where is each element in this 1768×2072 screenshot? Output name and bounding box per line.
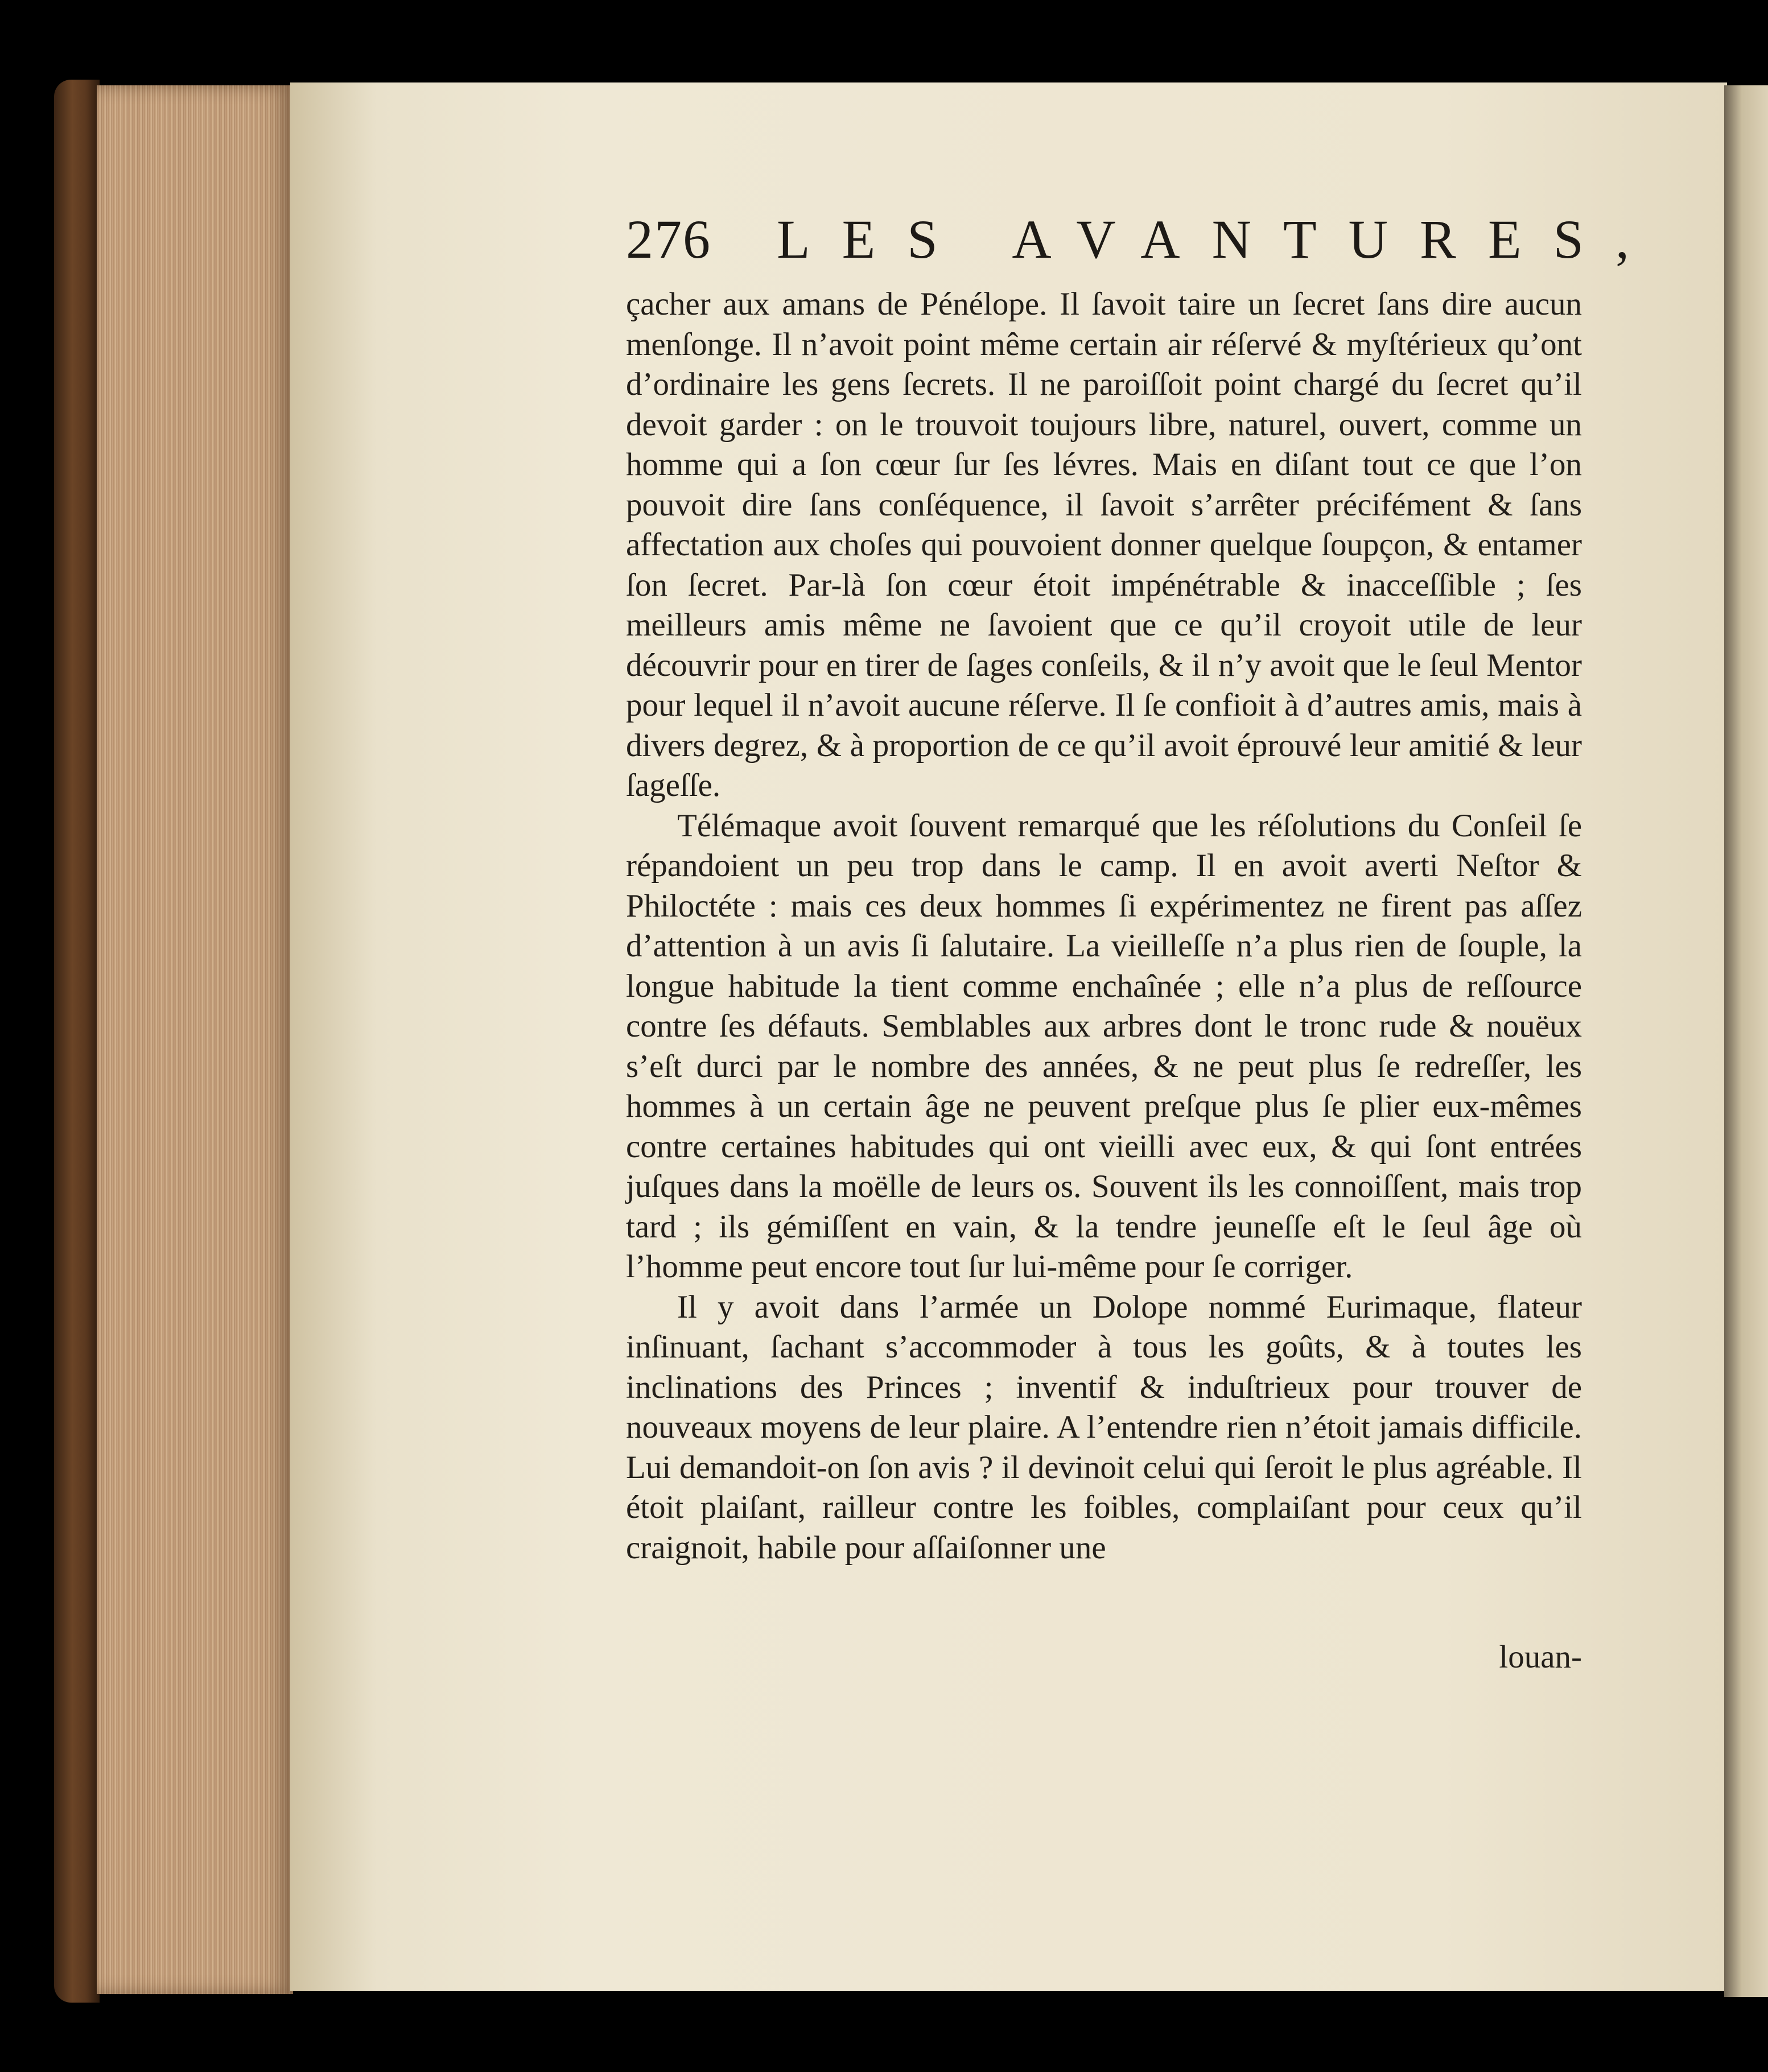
paragraph-2: Télémaque avoit ſouvent remarqué que les réſolutions du Conſeil ſe répandoient un peu trop dans le camp. Il en avoit averti Neſtor & Philoctéte : mais ces deux hommes ſi expérimentez ne firent pas aſſez d’attention à un avis ſi ſalutaire. La vieilleſſe n’a plus rien de ſouple, la longue habitude la tient comme enchaînée ; elle n’a plus de reſſource contre ſes défauts. Semblables aux arbres dont le tronc rude & nouëux s’eſt durci par le nombre des années, & ne peut plus ſe redreſſer, les hommes à un certain âge ne peuvent preſque plus ſe plier eux-mêmes contre certaines habitudes qui ont vieilli avec eux, & qui ſont entrées juſques dans la moëlle de leurs os. Souvent ils les connoiſſent, mais trop tard ; ils gémiſſent en vain, & la tendre jeuneſſe eſt le ſeul âge où l’homme peut encore tout ſur lui-même pour ſe corriger.: [626, 807, 1582, 1285]
paragraph-1: çacher aux amans de Pénélope. Il ſavoit taire un ſecret ſans dire aucun menſonge. Il n’avoit point même certain air réſervé & myſtérieux qu’ont d’ordinaire les gens ſecrets. Il ne paroiſſoit point chargé du ſecret qu’il devoit garder : on le trouvoit toujours libre, naturel, ouvert, comme un homme qui a ſon cœur ſur ſes lévres. Mais en diſant tout ce que l’on pouvoit dire ſans conſéquence, il ſavoit s’arrêter précifément & ſans affectation aux choſes qui pouvoient donner quelque ſoupçon, & entamer ſon ſecret. Par-là ſon cœur étoit impénétrable & inacceſſible ; ſes meilleurs amis même ne ſavoient que ce qu’il croyoit utile de leur découvrir pour en tirer de ſages conſeils, & il n’y avoit que le ſeul Mentor pour lequel il n’avoit aucune réſerve. Il ſe confioit à d’autres amis, mais à divers degrez, & à proportion de ce qu’il avoit éprouvé leur amitié & leur ſageſſe.: [626, 286, 1582, 803]
running-title: LES AVANTURES,: [777, 209, 1661, 270]
facing-page-edge: [1724, 85, 1768, 1997]
page-number: 276: [626, 209, 711, 270]
catchword: louan-: [1499, 1639, 1582, 1675]
page-fore-edge: [97, 85, 293, 1994]
paragraph-3: Il y avoit dans l’armée un Dolope nommé Eurimaque, flateur inſinuant, ſachant s’accommoder à tous les goûts, & à toutes les inclinations des Princes ; inventif & induſtrieux pour trouver de nouveaux moyens de leur plaire. A l’entendre rien n’étoit jamais difficile. Lui demandoit-on ſon avis ? il devinoit celui qui ſeroit le plus agréable. Il étoit plaiſant, railleur contre les foibles, complaiſant pour ceux qu’il craignoit, habile pour aſſaiſonner une: [626, 1289, 1582, 1566]
book-cover-edge: [54, 80, 100, 2003]
page-header: [626, 208, 1661, 287]
body-text: [626, 284, 1582, 1568]
